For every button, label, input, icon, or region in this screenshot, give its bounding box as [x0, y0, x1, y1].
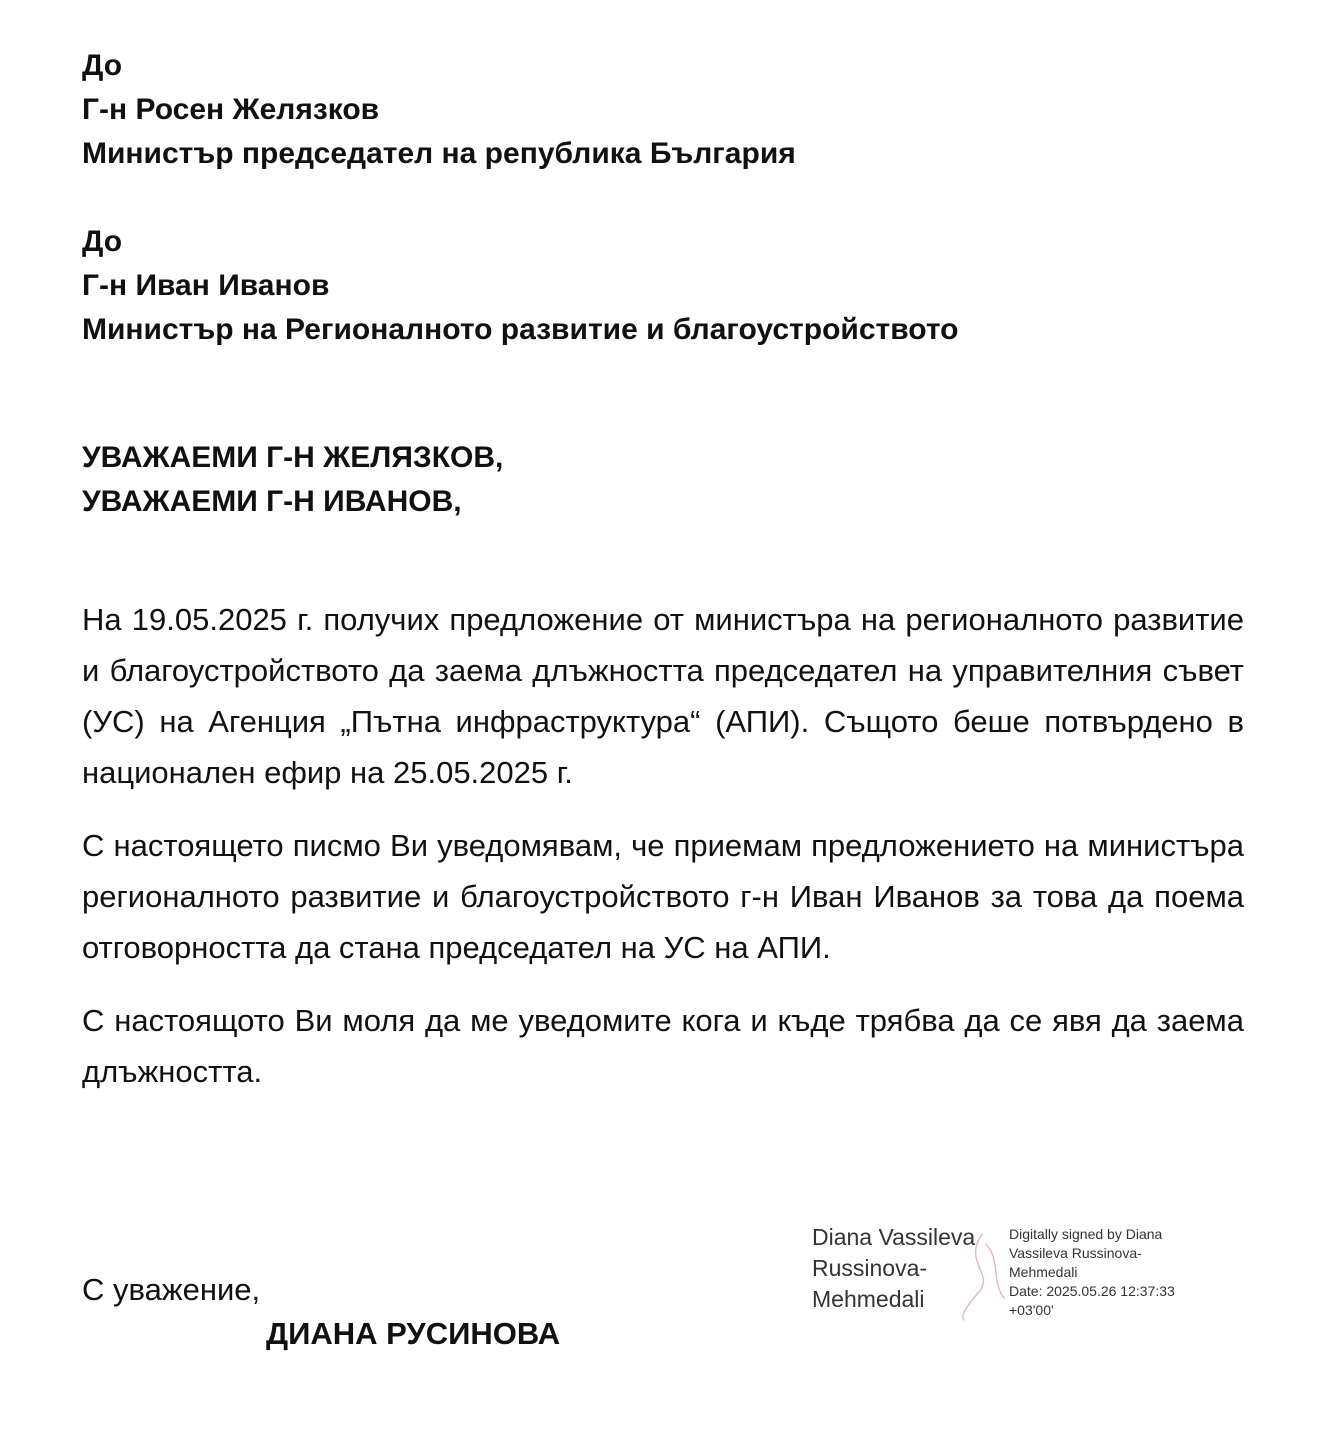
signature-flourish-stroke	[963, 1234, 1004, 1320]
addressee-name: Г-н Росен Желязков	[82, 93, 380, 126]
signature-detail-line-4: Date: 2025.05.26 12:37:33	[1009, 1283, 1175, 1299]
addressee-title: Министър председател на република България	[82, 137, 796, 170]
signer-name: ДИАНА РУСИНОВА	[266, 1316, 561, 1351]
body-paragraph-3: С настоящото Ви моля да ме уведомите кога и къде трябва да се явя да заема длъжността.	[82, 1003, 1244, 1089]
addressee-name: Г-н Иван Иванов	[82, 269, 330, 302]
signature-detail-line-5: +03'00'	[1009, 1302, 1054, 1318]
addressee-title: Министър на Регионалното развитие и благоустройството	[82, 313, 959, 346]
digital-signature-block	[812, 1222, 1212, 1332]
addressee-to-label: До	[82, 49, 123, 82]
addressee-block-2	[82, 220, 1244, 352]
body-paragraph-1: На 19.05.2025 г. получих предложение от министъра на регионалното развитие и благоустройството да заема длъжността председател на управителния съвет (УС) на Агенция „Пътна инфраструктура“ (АПИ). Същото беше потвърдено в национален ефир на 25.05.2025 г.	[82, 602, 1244, 790]
body-paragraph-2: С настоящето писмо Ви уведомявам, че приемам предложението на министъра регионалното развитие и благоустройството г-н Иван Иванов за това да поема отговорността да стана председател на УС на АПИ.	[82, 828, 1244, 965]
signature-name-line-2: Russinova-	[812, 1255, 928, 1281]
salutation-line-1: УВАЖАЕМИ Г-Н ЖЕЛЯЗКОВ,	[82, 441, 504, 474]
signature-name-line-3: Mehmedali	[812, 1286, 925, 1312]
addressee-to-label: До	[82, 225, 123, 258]
salutation-line-2: УВАЖАЕМИ Г-Н ИВАНОВ,	[82, 485, 462, 518]
signature-flourish-icon	[952, 1224, 1012, 1324]
signature-detail-line-2: Vassileva Russinova-	[1009, 1245, 1142, 1261]
signature-detail-line-1: Digitally signed by Diana	[1009, 1226, 1163, 1242]
letter-body	[82, 594, 1244, 1097]
salutation	[82, 436, 1244, 524]
addressee-block-1	[82, 44, 1244, 176]
digital-signature-details	[1009, 1225, 1175, 1320]
letter-page	[82, 44, 1244, 1119]
closing-phrase: С уважение,	[82, 1272, 261, 1307]
signature-detail-line-3: Mehmedali	[1009, 1264, 1078, 1280]
signature-name-line-1: Diana Vassileva	[812, 1224, 976, 1250]
digital-signature-name	[812, 1222, 975, 1315]
